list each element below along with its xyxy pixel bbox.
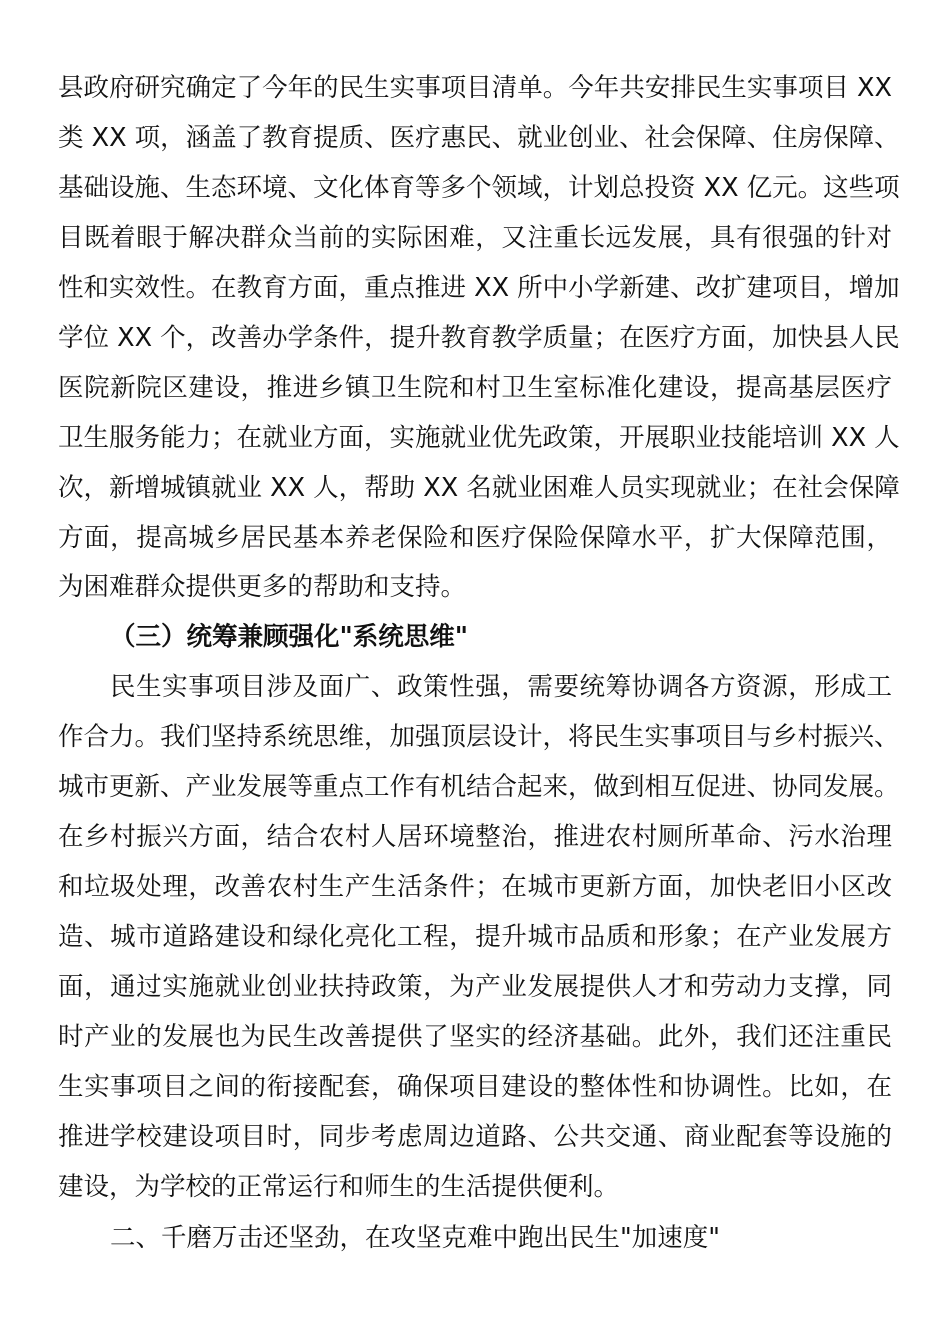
- paragraph-last-line: 建设，为学校的正常运行和师生的生活提供便利。: [58, 1172, 620, 1202]
- paragraph-last-line: 为困难群众提供更多的帮助和支持。: [58, 572, 467, 602]
- body-text-line: 次，新增城镇就业 XX 人，帮助 XX 名就业困难人员实现就业；在社会保障: [58, 473, 900, 503]
- body-text-line: 目既着眼于解决群众当前的实际困难，又注重长远发展，具有很强的针对: [58, 223, 892, 253]
- body-text-line: 和垃圾处理，改善农村生产生活条件；在城市更新方面，加快老旧小区改: [58, 872, 892, 902]
- subsection-heading: （三）统筹兼顾强化"系统思维": [110, 622, 469, 652]
- body-text-line: 类 XX 项，涵盖了教育提质、医疗惠民、就业创业、社会保障、住房保障、: [58, 123, 900, 153]
- body-text-line: 造、城市道路建设和绿化亮化工程，提升城市品质和形象；在产业发展方: [58, 922, 892, 952]
- body-text-line: 作合力。我们坚持系统思维，加强顶层设计，将民生实事项目与乡村振兴、: [58, 722, 900, 752]
- body-text-line: 在乡村振兴方面，结合农村人居环境整治，推进农村厕所革命、污水治理: [58, 822, 892, 852]
- section-heading: 二、千磨万击还坚劲，在攻坚克难中跑出民生"加速度": [110, 1223, 720, 1253]
- body-text-line: 方面，提高城乡居民基本养老保险和医疗保险保障水平，扩大保障范围，: [58, 523, 892, 553]
- body-text-line: 城市更新、产业发展等重点工作有机结合起来，做到相互促进、协同发展。: [58, 772, 900, 802]
- body-text-line: 医院新院区建设，推进乡镇卫生院和村卫生室标准化建设，提高基层医疗: [58, 373, 892, 403]
- paragraph-first-line: 民生实事项目涉及面广、政策性强，需要统筹协调各方资源，形成工: [110, 672, 892, 702]
- body-text-line: 生实事项目之间的衔接配套，确保项目建设的整体性和协调性。比如，在: [58, 1072, 892, 1102]
- body-text-line: 时产业的发展也为民生改善提供了坚实的经济基础。此外，我们还注重民: [58, 1022, 892, 1052]
- body-text-line: 县政府研究确定了今年的民生实事项目清单。今年共安排民生实事项目 XX: [58, 73, 892, 103]
- body-text-line: 基础设施、生态环境、文化体育等多个领域，计划总投资 XX 亿元。这些项: [58, 173, 900, 203]
- body-text-line: 卫生服务能力；在就业方面，实施就业优先政策，开展职业技能培训 XX 人: [58, 423, 900, 453]
- body-text-line: 推进学校建设项目时，同步考虑周边道路、公共交通、商业配套等设施的: [58, 1122, 892, 1152]
- body-text-line: 学位 XX 个，改善办学条件，提升教育教学质量；在医疗方面，加快县人民: [58, 323, 900, 353]
- body-text-line: 性和实效性。在教育方面，重点推进 XX 所中小学新建、改扩建项目，增加: [58, 273, 900, 303]
- body-text-line: 面，通过实施就业创业扶持政策，为产业发展提供人才和劳动力支撑，同: [58, 972, 892, 1002]
